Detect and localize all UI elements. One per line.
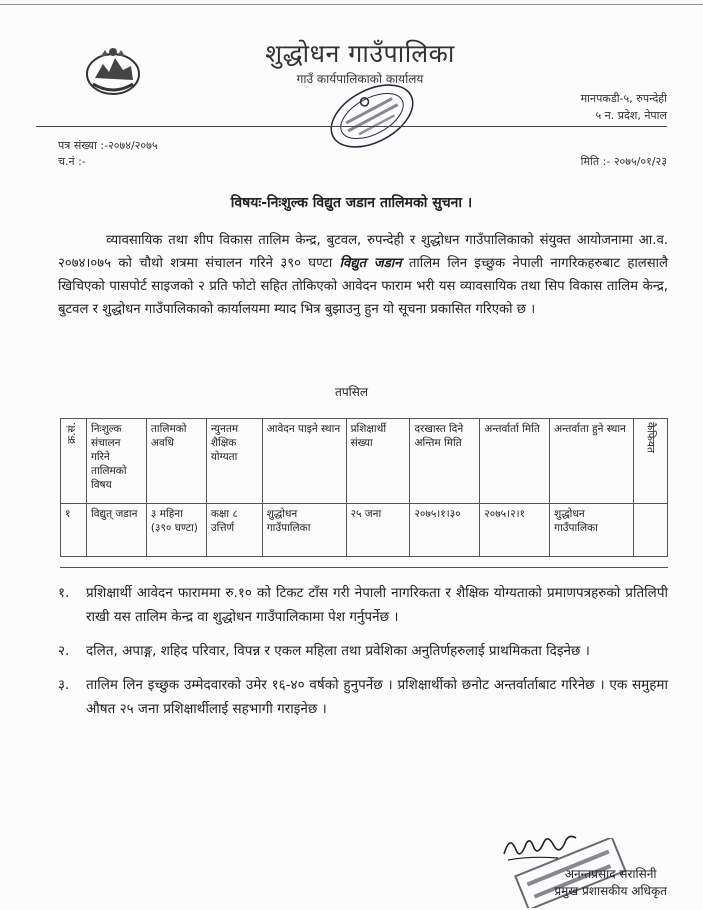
address-line-2: ५ न. प्रदेश, नेपाल [595, 109, 667, 122]
list-item [58, 673, 668, 721]
notice-body [58, 229, 668, 321]
issue-date: मिति :- २०७५/०१/२३ [580, 155, 667, 168]
address-line-1: मानपकडी-५, रुपन्देही [580, 92, 667, 105]
note-text: प्रशिक्षार्थी आवेदन फाराममा रु.१० को टिकट टाँस गरी नेपाली नागरिकता र शैक्षिक योग्यताको प्रमाणपत्रहरुको प्रतिलिपी राखी यस तालिम केन्द्र वा शुद्धोधन गाउँपालिकामा पेश गर्नुपर्नेछ । [86, 585, 668, 625]
cell-qualification: कक्षा ८ उत्तिर्ण [206, 504, 262, 557]
cell-deadline: २०७५।१।३० [410, 504, 480, 557]
office-address [581, 90, 667, 124]
note-number: १. [58, 585, 70, 601]
notice-subject: विषयः-निःशुल्क विद्युत जडान तालिमको सुचना । [230, 195, 473, 211]
list-item [58, 581, 668, 629]
letter-number: पत्र संख्या :-२०७४/२०७५ [58, 139, 158, 152]
training-details-table [60, 418, 668, 557]
col-header-duration: तालिमको अवधि [146, 419, 206, 504]
col-header-application-place: आवेदन पाइने स्थान [262, 419, 346, 504]
cell-interview-date: २०७५।२।१ [480, 504, 550, 557]
note-text: तालिम लिन इच्छुक उम्मेदवारको उमेर १६-४० वर्षको हुनुपर्नेछ । प्रशिक्षार्थीको छनोट अन्तर्वार्ताबाट गरिनेछ । एक समुहमा औषत २५ जना प्रशिक्षार्थीलाई सहभागी गराइनेछ । [86, 677, 668, 717]
cell-serial: १ [61, 504, 87, 557]
body-part-1: व्यावसायिक तथा शीप विकास तालिम केन्द्र, बुटवल, रुपन्देही र शुद्धोधन गाउँपालिकाको संयुक्त आयोजनामा आ.व. २०७४।०७५ को चौथो शत्रमा संचालन गरिने ३९० घण्टा [58, 233, 668, 271]
nepal-emblem-icon [85, 44, 141, 96]
col-header-qualification: न्युनतम शैक्षिक योग्यता [206, 419, 262, 504]
col-header-interview-date: अन्तर्वार्ता मिति [480, 419, 550, 504]
table-bottom-divider [60, 567, 668, 568]
reference-block [58, 138, 158, 170]
header-divider [36, 126, 667, 127]
col-header-subject: निःशुल्क संचालन गरिने तालिमको विषय [86, 419, 146, 504]
table-row [61, 504, 668, 557]
cell-remarks [634, 504, 668, 557]
signatory-title: प्रमुख प्रशासकीय अधिकृत [554, 884, 667, 898]
col-header-trainee-count: प्रशिक्षार्थी संख्या [346, 419, 410, 504]
cell-trainee-count: २५ जना [346, 504, 410, 557]
table-header-row [61, 419, 668, 504]
note-text: दलित, अपाङ्ग, शहिद परिवार, विपन्न र एकल महिला तथा प्रवेशिका अनुतिर्णहरुलाई प्राथमिकता दिइनेछ । [86, 643, 590, 659]
list-item [58, 639, 668, 663]
cell-interview-place: शुद्धोधन गाउँपालिका [550, 504, 634, 557]
office-subtitle: गाउँ कार्यपालिकाको कार्यालय [296, 72, 424, 86]
signatory-name: अनन्तप्रसाद सरासिनी [564, 867, 657, 881]
col-header-serial: क्र.सं. [61, 419, 87, 504]
notes-list [58, 581, 668, 731]
details-heading: तपसिल [334, 385, 368, 399]
top-edge-line [0, 4, 703, 5]
office-stamp-icon [322, 80, 422, 152]
note-number: ३. [58, 677, 70, 693]
col-header-deadline: दरखास्त दिने अन्तिम मिति [410, 419, 480, 504]
body-emphasis: विद्युत जडान [339, 256, 402, 271]
dispatch-number: च.नं :- [58, 155, 86, 168]
office-title: शुद्धोधन गाउँपालिका [265, 39, 455, 68]
cell-duration: ३ महिना (३९० घण्टा) [146, 504, 206, 557]
col-header-interview-place: अन्तर्वाता हुने स्थान [550, 419, 634, 504]
note-number: २. [58, 643, 70, 659]
cell-subject: विद्युत् जडान [86, 504, 146, 557]
cell-application-place: शुद्धोधन गाउँपालिका [262, 504, 346, 557]
signatory-block [554, 866, 667, 900]
col-header-remarks: कैफियत [634, 419, 668, 504]
body-part-2: तालिम लिन इच्छुक नेपाली नागरिकहरुबाट हालसालै खिचिएको पासपोर्ट साइजको २ प्रति फोटो सहित तोकिएको आवेदन फाराम भरी यस व्यावसायिक तथा सिप विकास तालिम केन्द्र, बुटवल र शुद्धोधन गाउँपालिकाको कार्यालयमा म्याद भित्र बुझाउनु हुन यो सूचना प्रकासित गरिएको छ । [58, 256, 668, 317]
